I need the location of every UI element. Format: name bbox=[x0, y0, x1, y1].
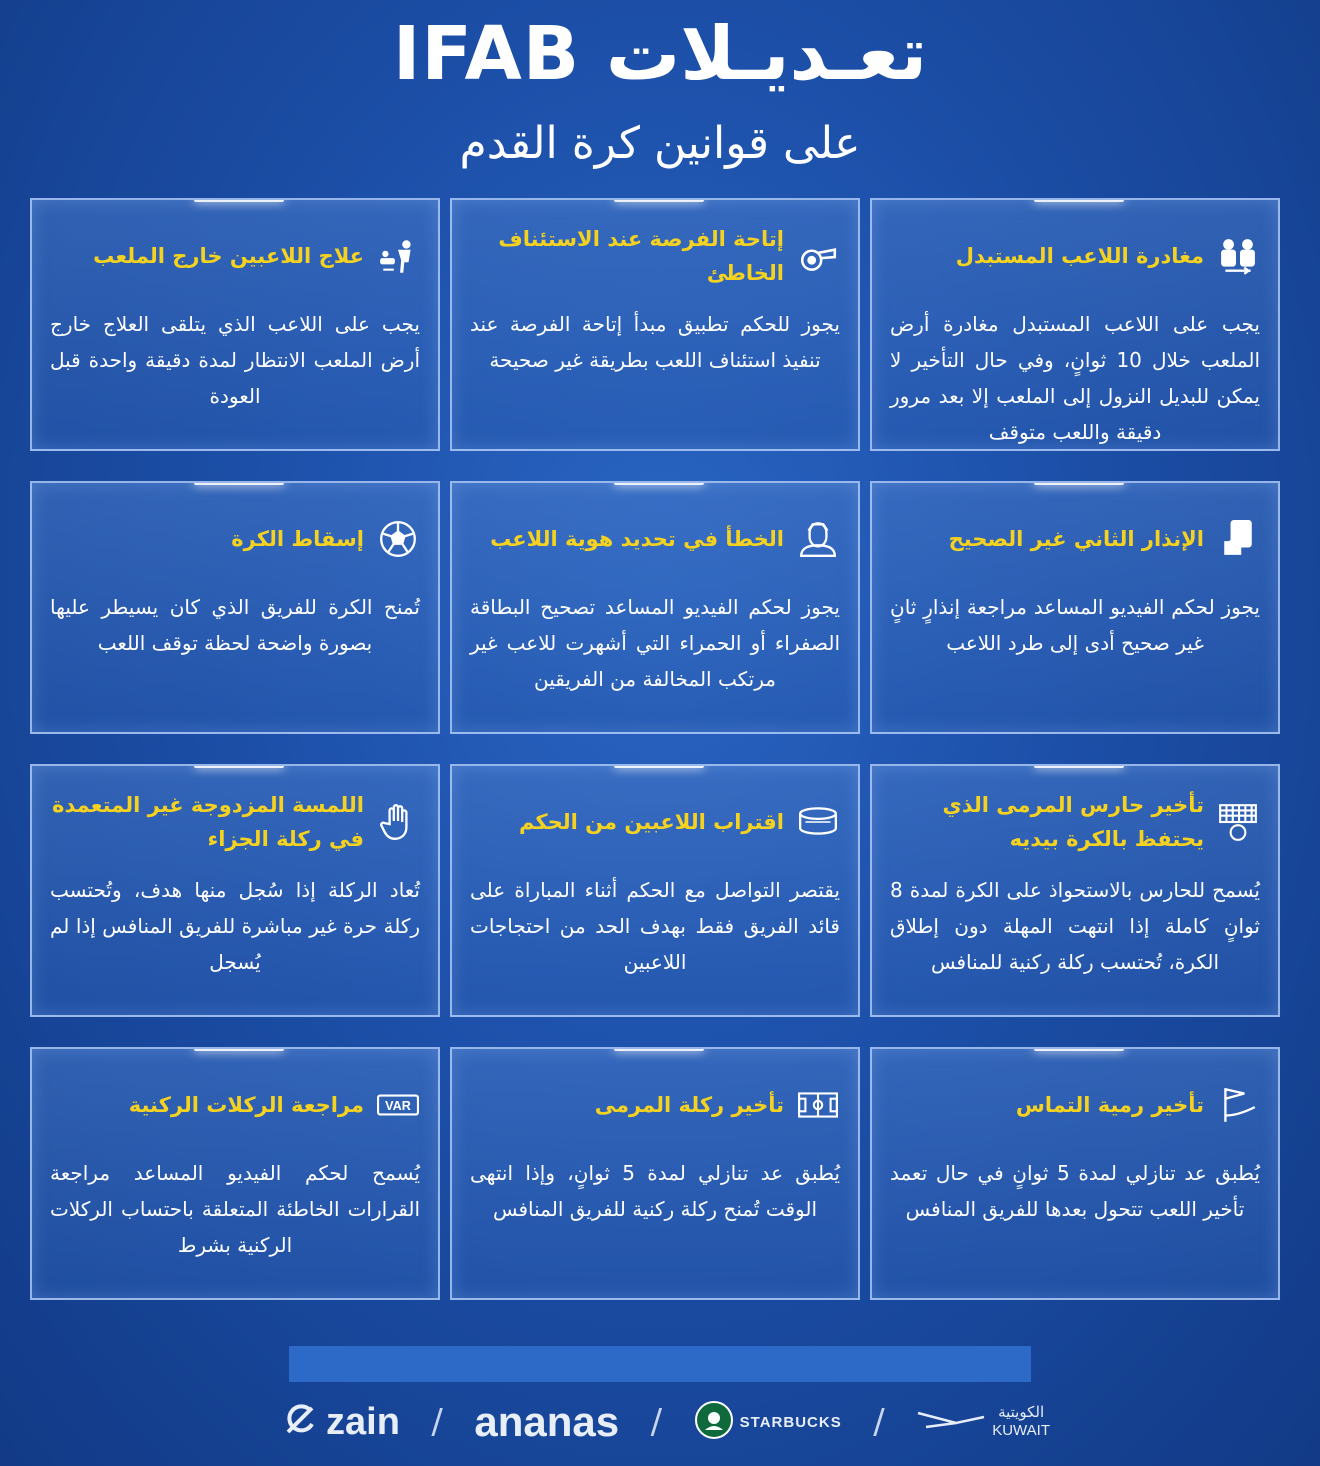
whistle-icon bbox=[796, 234, 840, 278]
rule-card-goal-kick-delay bbox=[450, 1047, 860, 1300]
card-title: تأخير رمية التماس bbox=[1015, 1093, 1204, 1117]
card-body: يجوز لحكم الفيديو المساعد مراجعة إنذارٍ ثانٍ غير صحيح أدى إلى طرد اللاعب bbox=[890, 595, 1260, 655]
starbucks-logo-text: STARBUCKS bbox=[739, 1413, 842, 1431]
rule-card-treatment-off-field bbox=[30, 198, 440, 451]
player-identity-icon bbox=[796, 517, 840, 561]
sponsors-row bbox=[280, 1392, 1050, 1452]
ananas-logo-text: ananas bbox=[474, 1398, 620, 1445]
zain-logo-icon bbox=[280, 1400, 320, 1444]
kuwait-airways-logo-icon bbox=[916, 1405, 986, 1439]
card-title: إسقاط الكرة bbox=[231, 527, 364, 551]
sponsor-kuwait-airways bbox=[916, 1404, 1050, 1440]
rule-card-throw-in-delay bbox=[870, 1047, 1280, 1300]
rule-card-substitute-leaving bbox=[870, 198, 1280, 451]
rule-card-approaching-referee bbox=[450, 764, 860, 1017]
card-body: يُطبق عد تنازلي لمدة 5 ثوانٍ، وإذا انتهى الوقت تُمنح ركلة ركنية للفريق المنافس bbox=[470, 1161, 840, 1221]
var-icon bbox=[376, 1083, 420, 1127]
page-title: تعـديـلات IFAB bbox=[392, 11, 928, 97]
card-body: يجب على اللاعب المستبدل مغادرة أرض الملعب خلال 10 ثوانٍ، وفي حال التأخير لا يمكن للبديل النزول إلى الملعب إلا بعد مرور دقيقة واللعب متوقف bbox=[890, 312, 1260, 444]
card-body: يجوز لحكم الفيديو المساعد تصحيح البطاقة الصفراء أو الحمراء التي أشهرت للاعب غير مرتكب المخالفة من الفريقين bbox=[470, 595, 840, 691]
card-title: تأخير حارس المرمى الذي يحتفظ بالكرة بيديه bbox=[942, 793, 1204, 851]
kuwait-airways-english: KUWAIT bbox=[992, 1422, 1050, 1439]
card-body: تُعاد الركلة إذا سُجل منها هدف، وتُحتسب ركلة حرة غير مباشرة للفريق المنافس إذا لم يُسجل bbox=[50, 878, 420, 974]
svg-text:VAR: VAR bbox=[385, 1099, 411, 1114]
card-title: الخطأ في تحديد هوية اللاعب bbox=[490, 527, 784, 551]
rule-card-corner-review bbox=[30, 1047, 440, 1300]
goalkeeper-icon bbox=[1216, 800, 1260, 844]
hand-icon bbox=[376, 800, 420, 844]
footer-bar bbox=[289, 1346, 1031, 1382]
sponsor-zain bbox=[280, 1400, 400, 1444]
card-title: الإنذار الثاني غير الصحيح bbox=[948, 527, 1204, 551]
starbucks-logo-icon bbox=[694, 1400, 734, 1444]
rules-grid bbox=[30, 198, 1280, 1302]
page-subtitle: على قوانين كرة القدم bbox=[459, 118, 861, 169]
rule-card-second-yellow bbox=[870, 481, 1280, 734]
captain-armband-icon bbox=[796, 800, 840, 844]
card-body: يُطبق عد تنازلي لمدة 5 ثوانٍ في حال تعمد تأخير اللعب تتحول بعدها للفريق المنافس bbox=[890, 1161, 1260, 1221]
card-body: يُسمح لحكم الفيديو المساعد مراجعة القرارات الخاطئة المتعلقة باحتساب الركلات الركنية بشرط bbox=[50, 1161, 420, 1257]
separator: / bbox=[650, 1402, 663, 1442]
card-title: إتاحة الفرصة عند الاستئناف الخاطئ bbox=[498, 227, 784, 285]
ball-icon bbox=[376, 517, 420, 561]
zain-logo-text: zain bbox=[326, 1400, 400, 1443]
sponsor-starbucks bbox=[694, 1400, 842, 1444]
rule-card-goalkeeper-delay bbox=[870, 764, 1280, 1017]
card-title: علاج اللاعبين خارج الملعب bbox=[93, 244, 364, 268]
card-title: تأخير ركلة المرمى bbox=[594, 1093, 784, 1117]
card-body: يجوز للحكم تطبيق مبدأ إتاحة الفرصة عند تنفيذ استئناف اللعب بطريقة غير صحيحة bbox=[470, 312, 840, 372]
substitution-icon bbox=[1216, 234, 1260, 278]
medical-treatment-icon bbox=[376, 234, 420, 278]
card-hand-icon bbox=[1216, 517, 1260, 561]
rule-card-double-touch-penalty bbox=[30, 764, 440, 1017]
separator: / bbox=[873, 1402, 885, 1442]
sponsor-ananas bbox=[474, 1398, 619, 1446]
card-body: يجب على اللاعب الذي يتلقى العلاج خارج أرض الملعب الانتظار لمدة دقيقة واحدة قبل العودة bbox=[50, 312, 420, 408]
separator: / bbox=[431, 1402, 443, 1442]
rule-card-mistaken-identity bbox=[450, 481, 860, 734]
corner-flag-icon bbox=[1216, 1083, 1260, 1127]
rule-card-advantage-restart bbox=[450, 198, 860, 451]
card-title: مراجعة الركلات الركنية bbox=[128, 1093, 364, 1117]
kuwait-airways-arabic: الكويتية bbox=[998, 1404, 1045, 1421]
rule-card-dropped-ball bbox=[30, 481, 440, 734]
card-title: اقتراب اللاعبين من الحكم bbox=[518, 810, 784, 834]
pitch-icon bbox=[796, 1083, 840, 1127]
card-body: يُسمح للحارس بالاستحواذ على الكرة لمدة 8 ثوانٍ كاملة إذا انتهت المهلة دون إطلاق الكرة، تُحتسب ركلة ركنية للمنافس bbox=[890, 878, 1260, 974]
card-title: مغادرة اللاعب المستبدل bbox=[955, 244, 1204, 268]
card-title: اللمسة المزدوجة غير المتعمدة في ركلة الجزاء bbox=[52, 793, 364, 851]
card-body: يقتصر التواصل مع الحكم أثناء المباراة على قائد الفريق فقط بهدف الحد من احتجاجات اللاعبين bbox=[470, 878, 840, 974]
card-body: تُمنح الكرة للفريق الذي كان يسيطر عليها بصورة واضحة لحظة توقف اللعب bbox=[50, 595, 420, 655]
